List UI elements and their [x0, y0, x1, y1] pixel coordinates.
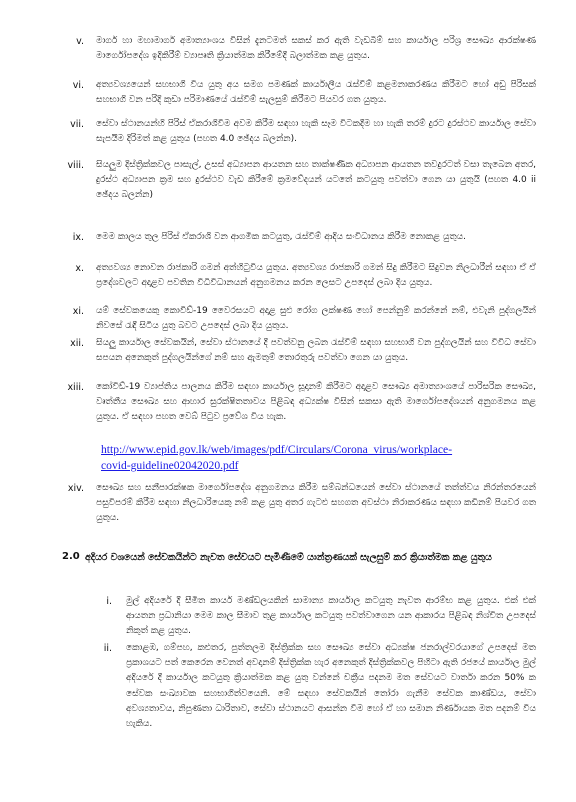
item-text: යම් සේවකයෙකු කොවිඩ්-19 වෛරසයට අදාළ සුළු රෝග ලක්ෂණ හෝ පෙන්නුම් කරන්නේ නම්, එවැනි පුද්ගලයින් නිවසේ රැඳී සිටිය යුතු බවට උපදෙස් ලබා දිය යුතුය. — [96, 306, 536, 332]
item-text: මෙම කාලය තුල පිරිස් ඒකරාශි වන ආගමික කටයුතු, රැස්වීම් ආදිය සංවිධානය කිරීම නොකළ යුතුය. — [96, 232, 466, 242]
item-number: ix. — [72, 232, 84, 243]
section-number: 2.0 — [62, 551, 80, 562]
item-text: සෞඛ්‍ය සහ සනීපාරක්ෂක මාර්ගෝපදේශ අනුගමනය කිරීම සම්බන්ධයෙන් සේවා ස්ථානයේ තත්ත්වය නිරන්තරයෙන් පසුවිපරම් කිරීම සඳහා නිලධාරියෙකු නම් කළ යුතු අතර ගැටළු සහගත අවස්ථා නිරාකරණය සඳහා කඩිනම් පියවර ගත යුතුය. — [96, 483, 536, 524]
item-text: කෝවිඩ්-19 ව්‍යාප්තිය පාලනය කිරීම සඳහා කාර්යාල සූදානම් කිරීමට අදාළව සෞඛ්‍ය අමාත්‍යාංශයේ පාරිසරික සෞඛ්‍ය, වෘත්තීය සෞඛ්‍ය සහ ආහාර සුරක්ෂිතතාවය පිළිබඳ අධ්‍යක්ෂ විසින් සකසා ඇති මාර්ගෝපදේශයන් අනුගමනය කළ යුතුය. ඒ සඳහා පහත වෙබ් පිටුව ප්‍රවේශ විය හැක. — [96, 382, 536, 423]
item-number: xiv. — [67, 483, 84, 494]
item-text: සියලුම දිස්ත්‍රික්කවල පාසැල්, උසස් අධ්‍යාපන ආයතන සහ තාක්ෂණික අධ්‍යාපන ආයතන තවදුරටත් වසා තැබෙන අතර, දුරස්ථ අධ්‍යාපන ක්‍රම සහ දුරස්ථව වැඩ කිරීමේ ක්‍රමවේදයන් යටතේ කටයුතු පවත්වා ගෙන යා යුතුයි (පහත 4.0 ii ඡේදය බලන්න) — [96, 160, 537, 201]
item-number: v. — [76, 36, 84, 47]
item-number: xi. — [72, 306, 84, 317]
item-text: මුල් අදියරේ දී සීමිත කාර්ය මණ්ඩලයකින් සාමාන්‍ය කාර්යාල කටයුතු නැවත ආරම්භ කළ යුතුය. එක් එක් ආයතන ප්‍රධානියා මෙම කාල සීමාව තුළ කාර්යාල කටයුතු පවත්වාගෙන යන ආකාරය පිළිබඳ නිශ්චිත උපදෙස් නිකුත් කළ යුතුය. — [126, 596, 536, 637]
item-number: xiii. — [67, 382, 84, 393]
item-text: අත්‍යවශ්‍ය නොවන රාජකාරි ගමන් අත්හිටුවිය යුතුය. අත්‍යවශ්‍ය රාජකාරි ගමන් සිදු කිරීමට සිදුවන නිලධාරීන් සඳහා ඒ ඒ ප්‍රදේශවලට අදාළව පවතින විධිවිධානයන් අනුගමනය කරන ලෙසට උපදෙස් ලබා දිය යුතුය. — [96, 263, 536, 289]
item-text: අත්‍යවශ්‍යයෙන් සහභාගි විය යුතු අය සමග පමණක් කාර්යාලීය රැස්වීම් කළමනාකරණය කිරීමට හෝ අඩු පිරිසක් සහභාගි වන පරිදි කුඩා පරිමාණයේ රැස්වීම් සැලසුම් කිරීමට පියවර ගත යුතුය. — [96, 80, 536, 106]
link-line-1[interactable]: http://www.epid.gov.lk/web/images/pdf/Circulars/Corona_virus/workplace- — [101, 443, 453, 456]
item-text: සේවා ස්ථානයන්හි පිරිස් ඒකරාශිවීම අවම කිරීම සඳහා හැකි සෑම විටකදීම හා හැකි තරම් දුරට දුරස්ථව කාර්යාල සේවා සැපයීම දිරිමත් කළ යුතුය (පහත 4.0 ඡේදය බලන්න). — [96, 119, 536, 145]
item-number: xii. — [70, 338, 84, 349]
item-text: මාර්ග හා මහාමාර්ග අමාත්‍යාංශය විසින් දැනටමත් සකස් කර ඇති වැඩබිම් සහ කාර්යාල පරිශ්‍ර සෞඛ්‍ය ආරක්ෂණ මාර්ගෝපදේශ ඉදිකිරීම් ව්‍යාපෘති ක්‍රියාත්මක කිරීමේදී බලාත්මක කළ යුතුය. — [96, 36, 536, 62]
item-number: vii. — [70, 119, 84, 130]
item-number: i. — [106, 596, 112, 607]
item-text: කොළඹ, ගම්පහ, කළුතර, පුත්තලම දිස්ත්‍රික්ක සහ සෞඛ්‍ය සේවා අධ්‍යක්ෂ ජනරාල්වරයාගේ උපදෙස් මත ප්‍රකාශයට පත් කෙරෙන වෙනත් අවදානම් දිස්ත්‍රික්ක හැර අනෙකුත් දිස්ත්‍රික්කවල පිහිටා ඇති රජයේ කාර්යාල මුල් අදියරේ දී කාර්යාල කටයුතු ක්‍රියාත්මක කළ යුතු වන්නේ චක්‍රීය පදනම මත සේවයට වාර්තා කරන 50% ක සේවක සංඛ්‍යාවක සහභාගිත්වයෙනි. මේ සඳහා සේවකයින් තෝරා ගැනීම සේවක කාණ්ඩය, සේවා අවශ්‍යතාවය, නිපුණතා ධාරිතාව, සේවා ස්ථානයට ආසන්න වීම හෝ ඒ හා සමාන නිර්ණායක මත පදනම් විය හැකිය. — [126, 643, 536, 730]
item-text: සියලු කාර්යාල සේවකයින්, සේවා ස්ථානයේ දී පවත්වනු ලබන රැස්වීම් සඳහා සහභාගි වන පුද්ගලයින් සහ විවිධ සේවා සපයන අනෙකුත් පුද්ගලයින්ගේ නම් සහ ඇමතුම් තොරතුරු පවත්වා ගෙන යා යුතුය. — [96, 338, 536, 364]
item-number: viii. — [67, 160, 84, 171]
item-number: x. — [75, 263, 84, 274]
guideline-link[interactable] — [101, 442, 481, 474]
item-number: vi. — [72, 80, 84, 91]
item-number: ii. — [103, 643, 112, 654]
link-line-2[interactable]: covid-guideline02042020.pdf — [101, 459, 239, 472]
section-title: අදියර වශයෙන් සේවකයින්ට නැවත සේවයට පැමිණීමේ යාන්ත්‍රණයක් සැලසුම් කර ක්‍රියාත්මක කළ යුතුය — [85, 552, 492, 563]
